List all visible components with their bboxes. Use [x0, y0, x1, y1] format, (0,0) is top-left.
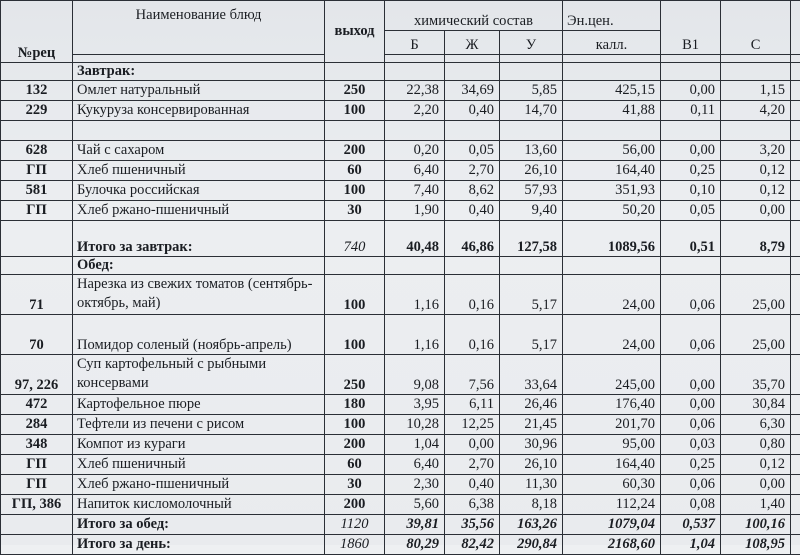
table-row: ГП Хлеб пшеничный 60 6,40 2,70 26,10 164,40 0,25 0,12: [1, 161, 800, 181]
table-row: 581 Булочка российская 100 7,40 8,62 57,93 351,93 0,10 0,12: [1, 181, 800, 201]
breakfast-total-row: Итого за завтрак: 740 40,48 46,86 127,58 1089,56 0,51 8,79: [1, 221, 800, 257]
header-b1: В1: [661, 1, 721, 55]
day-total-row: Итого за день: 1860 80,29 82,42 290,84 2168,60 1,04 108,95: [1, 535, 800, 555]
header-protein: Б: [385, 31, 445, 55]
table-row: 132 Омлет натуральный 250 22,38 34,69 5,85 425,15 0,00 1,15: [1, 81, 800, 101]
section-lunch: Обед:: [73, 257, 325, 275]
table-row: 97, 226 Суп картофельный с рыбными консервами 250 9,08 7,56 33,64 245,00 0,00 35,70: [1, 355, 800, 395]
table-row: ГП, 386 Напиток кисломолочный 200 5,60 6,38 8,18 112,24 0,08 1,40: [1, 495, 800, 515]
table-row: ГП Хлеб ржано-пшеничный 30 2,30 0,40 11,30 60,30 0,06 0,00: [1, 475, 800, 495]
table-row: ГП Хлеб пшеничный 60 6,40 2,70 26,10 164,40 0,25 0,12: [1, 455, 800, 475]
header-output: выход: [325, 1, 385, 63]
header-fat: Ж: [445, 31, 500, 55]
table-row: 229 Кукуруза консервированная 100 2,20 0,40 14,70 41,88 0,11 4,20: [1, 101, 800, 121]
table-row: 70 Помидор соленый (ноябрь-апрель) 100 1,16 0,16 5,17 24,00 0,06 25,00: [1, 315, 800, 355]
header-carbs: У: [500, 31, 563, 55]
header-recipe-number: №рец: [1, 1, 73, 63]
table-row: ГП Хлеб ржано-пшеничный 30 1,90 0,40 9,40 50,20 0,05 0,00: [1, 201, 800, 221]
header-dish-name: Наименование блюд: [73, 1, 325, 55]
header-chemical-composition: химический состав: [385, 1, 563, 31]
header-energy-unit: калл.: [563, 31, 661, 55]
table-row: 472 Картофельное пюре 180 3,95 6,11 26,46 176,40 0,00 30,84: [1, 395, 800, 415]
table-row: 284 Тефтели из печени с рисом 100 10,28 12,25 21,45 201,70 0,06 6,30: [1, 415, 800, 435]
table-row: 628 Чай с сахаром 200 0,20 0,05 13,60 56,00 0,00 3,20: [1, 141, 800, 161]
lunch-total-row: Итого за обед: 1120 39,81 35,56 163,26 1079,04 0,537 100,16: [1, 515, 800, 535]
header-c: С: [721, 1, 791, 55]
table-row: 348 Компот из кураги 200 1,04 0,00 30,96 95,00 0,03 0,80: [1, 435, 800, 455]
table-row: 71 Нарезка из свежих томатов (сентябрь-октябрь, май) 100 1,16 0,16 5,17 24,00 0,06 25,00: [1, 275, 800, 315]
section-breakfast: Завтрак:: [73, 63, 325, 81]
header-energy-value: Эн.цен.: [563, 1, 661, 31]
